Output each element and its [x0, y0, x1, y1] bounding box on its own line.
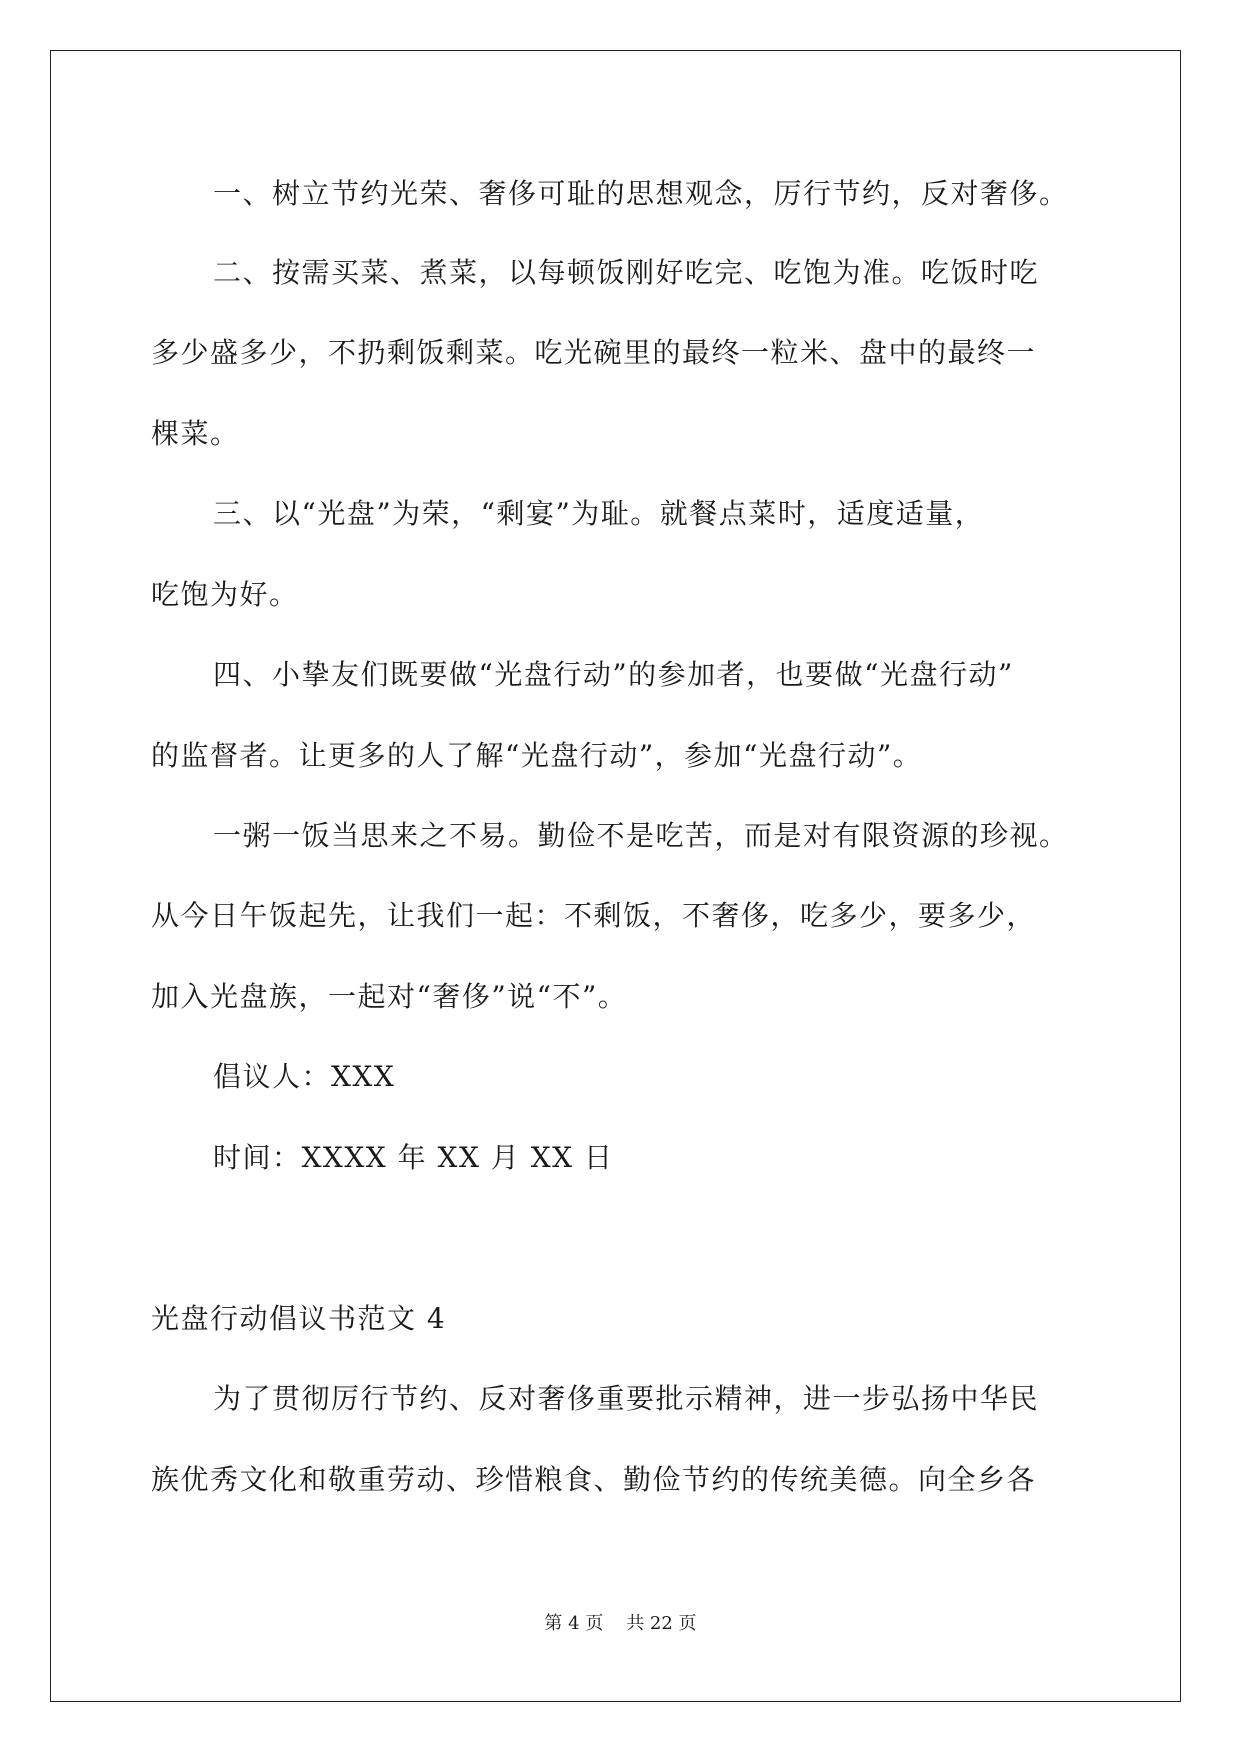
paragraph-line: 加入光盘族，一起对“奢侈”说“不”。 [151, 980, 628, 1013]
paragraph-line: 为了贯彻厉行节约、反对奢侈重要批示精神，进一步弘扬中华民 [213, 1382, 1040, 1415]
paragraph-line: 多少盛多少，不扔剩饭剩菜。吃光碗里的最终一粒米、盘中的最终一 [151, 336, 1037, 369]
paragraph-line: 三、以“光盘”为荣，“剩宴”为耻。就餐点菜时，适度适量， [213, 497, 985, 530]
section-heading: 光盘行动倡议书范文 4 [151, 1302, 447, 1335]
paragraph-line: 一、树立节约光荣、奢侈可耻的思想观念，厉行节约，反对奢侈。 [213, 177, 1069, 210]
paragraph-line: 的监督者。让更多的人了解“光盘行动”，参加“光盘行动”。 [151, 739, 923, 772]
page-number: 第 4 页 共 22 页 [544, 1613, 697, 1634]
paragraph-line: 一粥一饭当思来之不易。勤俭不是吃苦，而是对有限资源的珍视。 [213, 819, 1069, 852]
paragraph-line: 二、按需买菜、煮菜，以每顿饭刚好吃完、吃饱为准。吃饭时吃 [213, 256, 1040, 289]
paragraph-line: 四、小挚友们既要做“光盘行动”的参加者，也要做“光盘行动” [213, 658, 1014, 691]
initiator-line: 倡议人：XXX [213, 1060, 396, 1093]
paragraph-line: 吃饱为好。 [151, 578, 299, 611]
date-line: 时间：XXXX 年 XX 月 XX 日 [213, 1141, 614, 1174]
paragraph-line: 从今日午饭起先，让我们一起：不剩饭，不奢侈，吃多少，要多少， [151, 899, 1037, 932]
paragraph-line: 棵菜。 [151, 417, 240, 450]
paragraph-line: 族优秀文化和敬重劳动、珍惜粮食、勤俭节约的传统美德。向全乡各 [151, 1463, 1037, 1496]
page-border [50, 50, 1181, 1702]
